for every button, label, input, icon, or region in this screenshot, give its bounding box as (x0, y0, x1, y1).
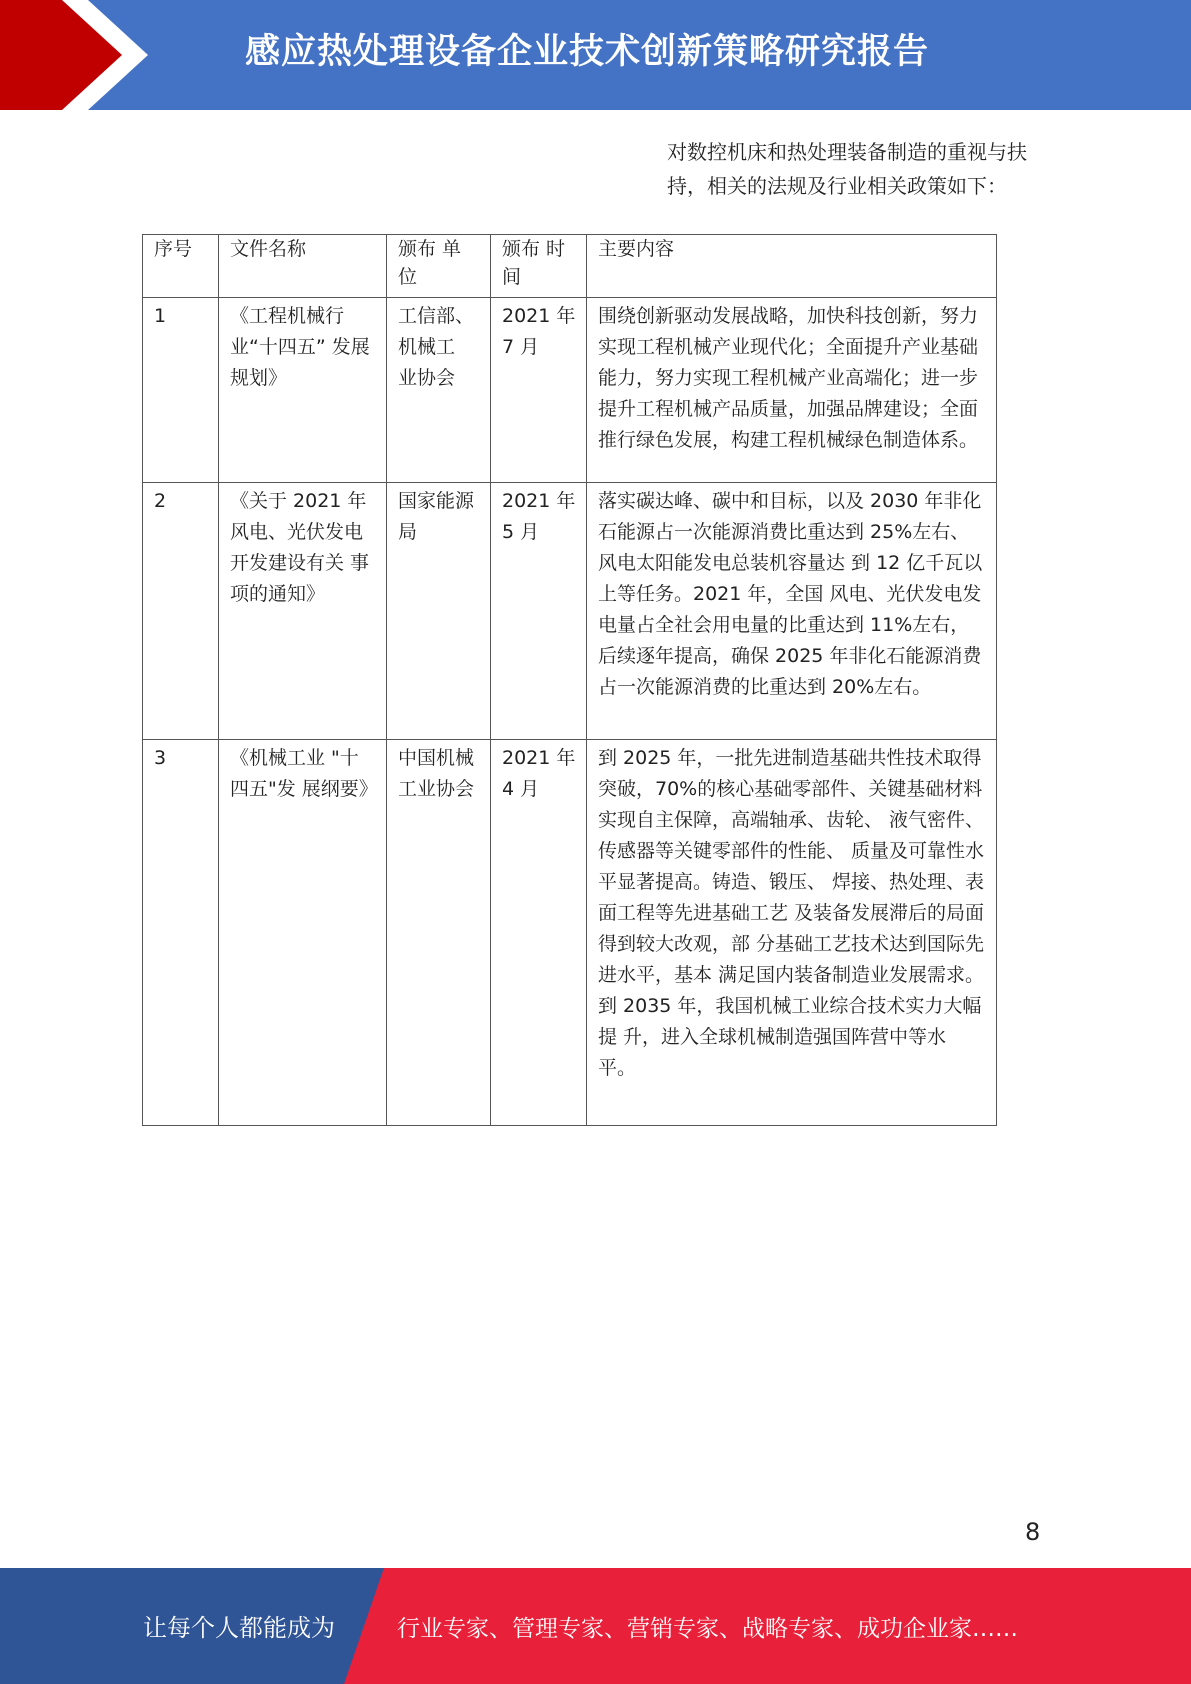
header-banner (0, 0, 1191, 110)
cell-number: 2 (143, 483, 219, 740)
cell-issuer: 中国机械工业协会 (387, 740, 491, 1126)
page-number: 8 (1025, 1518, 1041, 1546)
cell-issuer: 工信部、 机械工 业协会 (387, 298, 491, 483)
cell-document-name: 《工程机械行业“十四五” 发展规划》 (219, 298, 387, 483)
cell-document-name: 《关于 2021 年风电、光伏发电 开发建设有关 事项的通知》 (219, 483, 387, 740)
policy-table (142, 234, 997, 1126)
cell-date: 2021 年 5 月 (491, 483, 587, 740)
footer-slogan-left: 让每个人都能成为 (143, 1614, 335, 1642)
table-header-row (143, 235, 997, 298)
header-cell-content: 主要内容 (587, 235, 997, 298)
cell-content: 到 2025 年，一批先进制造基础共性技术取得突破，70%的核心基础零部件、关键基础材料实现自主保障，高端轴承、齿轮、 液气密件、传感器等关键零部件的性能、 质量及可靠性水平显著提高。铸造、锻压、 焊接、热处理、表面工程等先进基础工艺 及装备发展滞后的局面得到较大改观，部 分基础工艺技术达到国际先进水平，基本 满足国内装备制造业发展需求。到 2035 年，我国机械工业综合技术实力大幅提 升，进入全球机械制造强国阵营中等水 平。 (587, 740, 997, 1126)
intro-paragraph (667, 135, 1067, 203)
cell-number: 1 (143, 298, 219, 483)
footer-slogan-right: 行业专家、管理专家、营销专家、战略专家、成功企业家…… (397, 1616, 1018, 1642)
footer-banner (0, 1568, 1191, 1684)
cell-date: 2021 年 7 月 (491, 298, 587, 483)
intro-line-1: 对数控机床和热处理装备制造的重视与扶 (667, 140, 1027, 164)
cell-number: 3 (143, 740, 219, 1126)
table-row (143, 298, 997, 483)
cell-content: 围绕创新驱动发展战略，加快科技创新，努力实现工程机械产业现代化；全面提升产业基础能力，努力实现工程机械产业高端化；进一步提升工程机械产品质量，加强品牌建设；全面推行绿色发展，构建工程机械绿色制造体系。 (587, 298, 997, 483)
intro-line-2: 持，相关的法规及行业相关政策如下： (667, 174, 1007, 198)
header-cell-name: 文件名称 (219, 235, 387, 298)
report-title: 感应热处理设备企业技术创新策略研究报告 (245, 32, 930, 72)
header-cell-issuer: 颁布 单位 (387, 235, 491, 298)
cell-issuer: 国家能源局 (387, 483, 491, 740)
cell-date: 2021 年 4 月 (491, 740, 587, 1126)
cell-document-name: 《机械工业 "十四五"发 展纲要》 (219, 740, 387, 1126)
header-cell-date: 颁布 时间 (491, 235, 587, 298)
table-row (143, 740, 997, 1126)
cell-content: 落实碳达峰、碳中和目标，以及 2030 年非化石能源占一次能源消费比重达到 25%左右、风电太阳能发电总装机容量达 到 12 亿千瓦以上等任务。2021 年，全国 风电、光伏发电发电量占全社会用电量的比重达到 11%左右，后续逐年提高，确保 2025 年非化石能源消费占一次能源消费的比重达到 20%左右。 (587, 483, 997, 740)
header-cell-number: 序号 (143, 235, 219, 298)
table-row (143, 483, 997, 740)
